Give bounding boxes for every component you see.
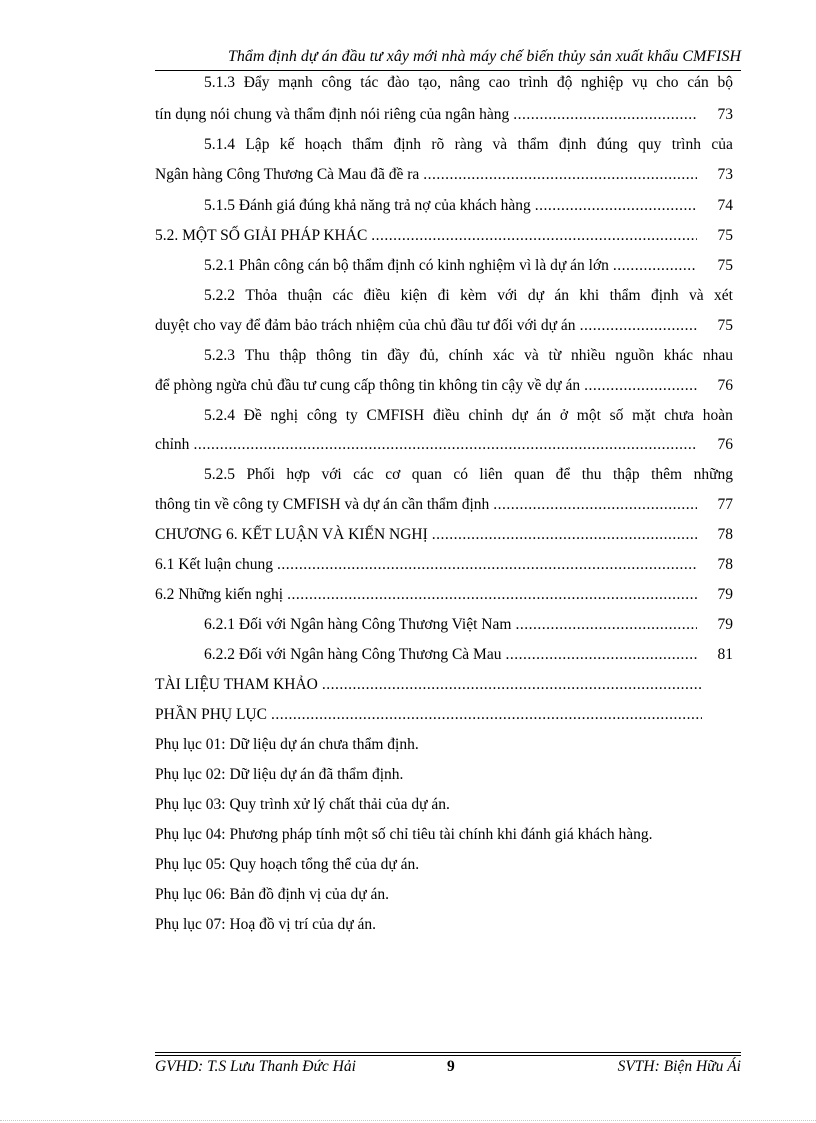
footer-rule (155, 1052, 741, 1053)
toc-entry-6-2-1[interactable]: 6.2.1 Đối với Ngân hàng Công Thương Việt Nam ..... 79 (204, 614, 733, 636)
page-header-title: Thẩm định dự án đầu tư xây mới nhà máy chế biến thủy sản xuất khẩu CMFISH (227, 48, 741, 65)
toc-page-number: 76 (717, 436, 733, 453)
toc-entry-6-2-2[interactable]: 6.2.2 Đối với Ngân hàng Công Thương Cà Mau ..... 81 (204, 644, 733, 666)
toc-entry-5-2-1[interactable]: 5.2.1 Phân công cán bộ thẩm định có kinh nghiệm vì là dự án lớn ..... 75 (204, 255, 733, 277)
footer-student: SVTH: Biện Hữu Ái (617, 1058, 741, 1075)
toc-entry-5-1-4-line2[interactable]: Ngân hàng Công Thương Cà Mau đã đề ra ..... 73 (155, 164, 733, 186)
page-bottom-edge (0, 1120, 816, 1121)
toc-entry-5-1-4-line1: 5.1.4 Lập kế hoạch thẩm định rõ ràng và thẩm định đúng quy trình của (204, 136, 733, 153)
toc-entry-appendix[interactable]: PHẦN PHỤ LỤC ..... (155, 704, 706, 726)
toc-page-number: 81 (717, 646, 733, 663)
toc-page-number: 74 (717, 197, 733, 214)
appendix-item: Phụ lục 01: Dữ liệu dự án chưa thẩm định. (155, 736, 419, 753)
toc-page-number: 78 (717, 526, 733, 543)
toc-page-number: 77 (717, 496, 733, 513)
toc-entry-5-2-2-line1: 5.2.2 Thỏa thuận các điều kiện đi kèm với dự án khi thẩm định và xét (204, 287, 733, 304)
toc-page-number: 75 (717, 257, 733, 274)
appendix-item: Phụ lục 03: Quy trình xử lý chất thải của dự án. (155, 796, 450, 813)
toc-entry-5-2-3-line1: 5.2.3 Thu thập thông tin đầy đủ, chính xác và từ nhiều nguồn khác nhau (204, 347, 733, 364)
toc-entry-5-1-5[interactable]: 5.1.5 Đánh giá đúng khả năng trả nợ của khách hàng ..... 74 (204, 195, 733, 217)
footer-page-number: 9 (447, 1058, 455, 1075)
appendix-item: Phụ lục 05: Quy hoạch tổng thể của dự án. (155, 856, 420, 873)
toc-entry-5-2-5-line2[interactable]: thông tin về công ty CMFISH và dự án cần thẩm định ..... 77 (155, 494, 733, 516)
toc-entry-5-2[interactable]: 5.2. MỘT SỐ GIẢI PHÁP KHÁC ..... 75 (155, 225, 733, 247)
toc-entry-5-2-4-line1: 5.2.4 Đề nghị công ty CMFISH điều chỉnh dự án ở một số mặt chưa hoàn (204, 407, 733, 424)
toc-entry-5-2-5-line1: 5.2.5 Phối hợp với các cơ quan có liên quan để thu thập thêm những (204, 466, 733, 483)
toc-page-number: 75 (717, 317, 733, 334)
toc-entry-6-2[interactable]: 6.2 Những kiến nghị ..... 79 (155, 584, 733, 606)
toc-page-number: 79 (717, 586, 733, 603)
toc-entry-5-2-3-line2[interactable]: để phòng ngừa chủ đầu tư cung cấp thông tin không tin cậy về dự án ..... 76 (155, 375, 733, 397)
toc-entry-5-1-3-line2[interactable]: tín dụng nói chung và thẩm định nói riêng của ngân hàng ..... 73 (155, 104, 733, 126)
footer-rule-double (155, 1055, 741, 1056)
footer-advisor: GVHD: T.S Lưu Thanh Đức Hải (155, 1058, 356, 1075)
toc-page-number: 76 (717, 377, 733, 394)
appendix-item: Phụ lục 07: Hoạ đồ vị trí của dự án. (155, 916, 377, 933)
toc-page-number: 79 (717, 616, 733, 633)
header-rule (155, 70, 741, 71)
toc-entry-5-1-3-line1: 5.1.3 Đẩy mạnh công tác đào tạo, nâng cao trình độ nghiệp vụ cho cán bộ (204, 74, 733, 91)
toc-page-number: 73 (717, 106, 733, 123)
toc-entry-5-2-2-line2[interactable]: duyệt cho vay để đảm bảo trách nhiệm của chủ đầu tư đối với dự án ..... 75 (155, 315, 733, 337)
toc-page-number: 75 (717, 227, 733, 244)
appendix-item: Phụ lục 04: Phương pháp tính một số chỉ tiêu tài chính khi đánh giá khách hàng. (155, 826, 653, 843)
toc-entry-references[interactable]: TÀI LIỆU THAM KHẢO ..... (155, 674, 706, 696)
toc-entry-chapter-6[interactable]: CHƯƠNG 6. KẾT LUẬN VÀ KIẾN NGHỊ ..... 78 (155, 524, 733, 546)
toc-entry-6-1[interactable]: 6.1 Kết luận chung ..... 78 (155, 554, 733, 576)
appendix-item: Phụ lục 02: Dữ liệu dự án đã thẩm định. (155, 766, 404, 783)
page-footer (155, 1057, 741, 1077)
toc-page-number: 78 (717, 556, 733, 573)
toc-page-number: 73 (717, 166, 733, 183)
appendix-item: Phụ lục 06: Bản đồ định vị của dự án. (155, 886, 389, 903)
toc-entry-5-2-4-line2[interactable]: chỉnh ..... 76 (155, 434, 733, 456)
